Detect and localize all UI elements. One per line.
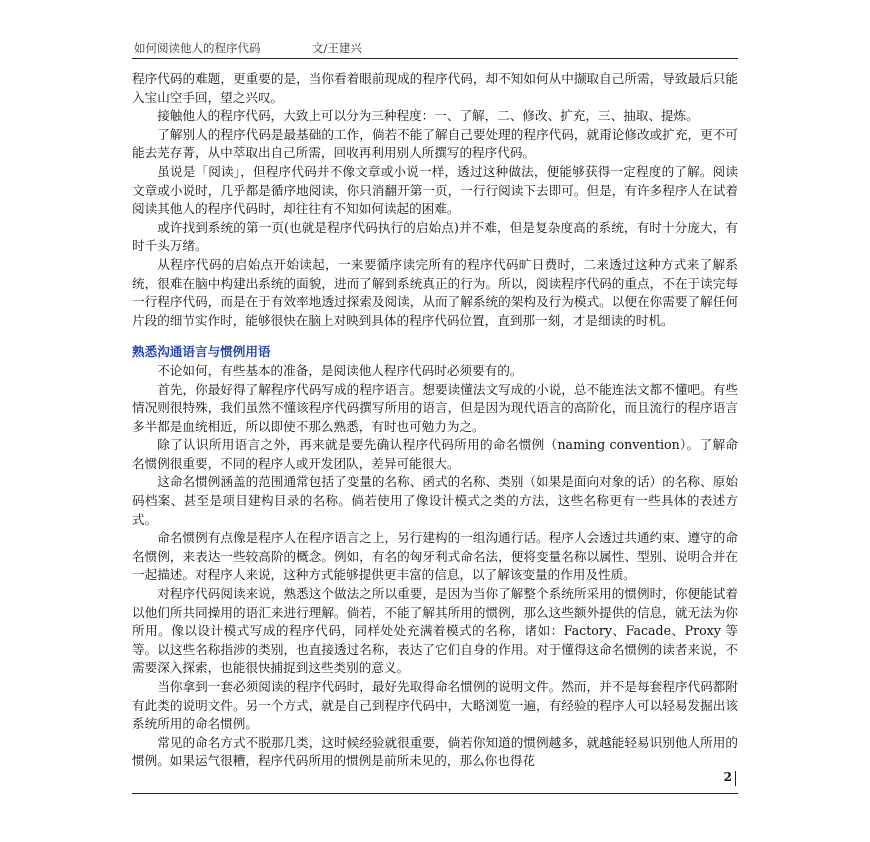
page-number-divider	[735, 771, 736, 786]
paragraph: 命名惯例有点像是程序人在程序语言之上，另行建构的一组沟通行话。程序人会透过共通约束、遵守的命名惯例，来表达一些较高阶的概念。例如，有名的匈牙利式命名法，便将变量名称以属性、型别、说明合并在一起描述。对程序人来说，这种方式能够提供更丰富的信息，以了解该变量的作用及性质。	[132, 530, 738, 583]
header-title: 如何阅读他人的程序代码	[134, 41, 261, 55]
paragraph: 程序代码的难题，更重要的是，当你看着眼前现成的程序代码，却不知如何从中撷取自己所需，导致最后只能入宝山空手回，望之兴叹。	[132, 71, 738, 105]
paragraph: 不论如何，有些基本的准备，是阅读他人程序代码时必须要有的。	[157, 362, 523, 378]
paragraph: 当你拿到一套必须阅读的程序代码时，最好先取得命名惯例的说明文件。然而，并不是每套程序代码都附有此类的说明文件。另一个方式，就是自己到程序代码中，大略浏览一遍，有经验的程序人可以轻易发掘出该系统所用的命名惯例。	[132, 679, 738, 732]
paragraph: 常见的命名方式不脱那几类，这时候经验就很重要，倘若你知道的惯例越多，就越能轻易识别他人所用的惯例。如果运气很糟，程序代码所用的惯例是前所未见的，那么你也得花	[132, 734, 738, 769]
paragraph: 或许找到系统的第一页(也就是程序代码执行的启始点)并不难，但是复杂度高的系统，有时十分庞大，有时千头万绪。	[132, 219, 738, 254]
paragraph: 虽说是「阅读」，但程序代码并不像文章或小说一样，透过这种做法，便能够获得一定程度的了解。阅读文章或小说时，几乎都是循序地阅读，你只消翻开第一页，一行行阅读下去即可。但是，有许多程序人在试着阅读其他人的程序代码时，却往往有不知如何读起的困难。	[132, 163, 738, 217]
paragraph: 了解别人的程序代码是最基础的工作，倘若不能了解自己要处理的程序代码，就甭论修改或扩充，更不可能去芜存菁，从中萃取出自己所需，回收再利用别人所撰写的程序代码。	[132, 126, 738, 161]
document-body	[132, 70, 738, 771]
header-author: 文/王建兴	[312, 41, 362, 55]
paragraph: 对程序代码阅读来说，熟悉这个做法之所以重要，是因为当你了解整个系统所采用的惯例时，你便能试着以他们所共同操用的语汇来进行理解。倘若，不能了解其所用的惯例，那么这些额外提供的信息，就无法为你所用。像以设计模式写成的程序代码，同样处处充满着模式的名称，诸如：Factory、Facade、Proxy 等等。以这些名称指涉的类别，也直接透过名称，表达了它们自身的作用。对于懂得这命名惯例的读者来说，不需要深入探索，也能很快捕捉到这些类别的意义。	[132, 586, 738, 676]
section-heading: 熟悉沟通语言与惯例用语	[132, 344, 271, 360]
paragraph: 除了认识所用语言之外，再来就是要先确认程序代码所用的命名惯例（naming convention）。了解命名惯例很重要，不同的程序人或开发团队，差异可能很大。	[132, 437, 738, 471]
page-header	[132, 39, 738, 59]
page-number: 2	[723, 770, 732, 784]
paragraph: 首先，你最好得了解程序代码写成的程序语言。想要读懂法文写成的小说，总不能连法文都不懂吧。有些情况则很特殊，我们虽然不懂该程序代码撰写所用的语言，但是因为现代语言的高阶化，而且流行的程序语言多半都是血统相近，所以即使不那么熟悉，有时也可勉力为之。	[132, 381, 738, 434]
paragraph: 接触他人的程序代码，大致上可以分为三种程度：一、了解，二、修改、扩充，三、抽取、提炼。	[157, 108, 699, 124]
paragraph: 这命名惯例涵盖的范围通常包括了变量的名称、函式的名称、类别（如果是面向对象的话）的名称、原始码档案、甚至是项目建构目录的名称。倘若使用了像设计模式之类的方法，这些名称更有一些具体的表述方式。	[132, 474, 738, 527]
paragraph: 从程序代码的启始点开始读起，一来要循序读完所有的程序代码旷日费时，二来透过这种方式来了解系统，很难在脑中构建出系统的面貌，进而了解到系统真正的行为。所以，阅读程序代码的重点，不在于读完每一行程序代码，而是在于有效率地透过探索及阅读，从而了解系统的架构及行为模式。以便在你需要了解任何片段的细节实作时，能够很快在脑上对映到具体的程序代码位置，直到那一刻，才是细读的时机。	[132, 256, 738, 328]
page-footer	[132, 768, 738, 794]
